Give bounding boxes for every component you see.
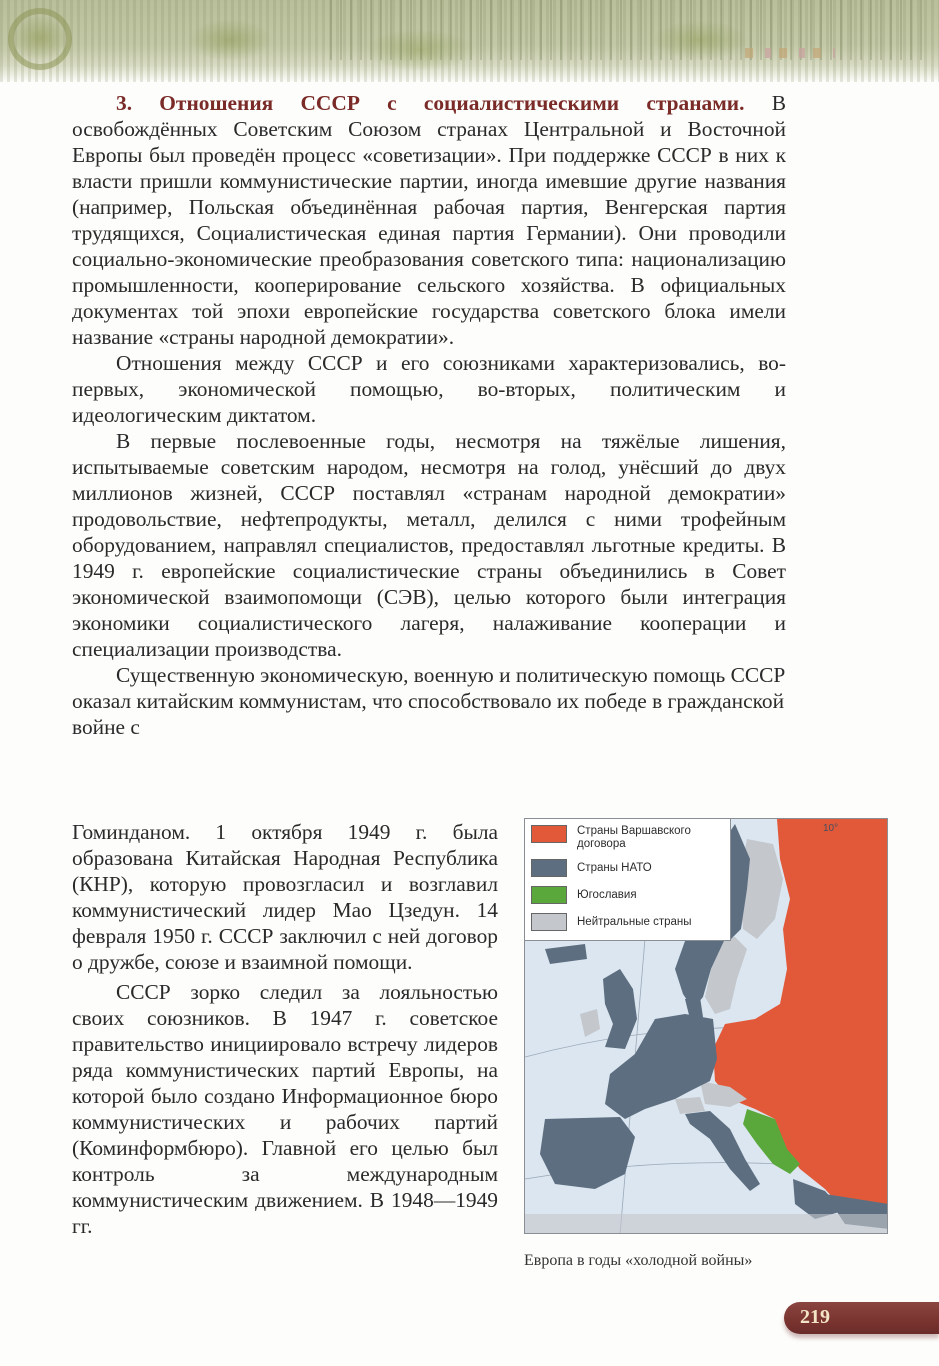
europe-cold-war-map [524,818,888,1234]
legend-label-nato: Страны НАТО [577,862,652,874]
legend-swatch-neutral [531,913,567,931]
map-caption: Европа в годы «холодной войны» [524,1252,753,1269]
legend-item-yugoslavia [531,886,727,904]
paragraph-4-start [72,662,786,766]
legend-label-warsaw-pact: Страны Варшавского договора [577,825,691,850]
paragraph-4-continued: Гоминданом. 1 октября 1949 г. была образована Китайская Народная Республика (КНР), которую провозгласил и возглавил коммунистический лидер Мао Цзедун. 14 февраля 1950 г. СССР заключил с ней договор о дружбе, союзе и взаимной помощи. [72,820,498,974]
map-degree-label: 10° [823,823,839,834]
paragraph-3: В первые послевоенные годы, несмотря на тяжёлые лишения, испытываемые советским народом, несмотря на голод, унёсший до двух миллионов жизней, СССР поставлял «странам народной демократии» продовольствие, нефтепродукты, металл, делился с ними трофейным оборудованием, направлял специалистов, предоставлял льготные кредиты. В 1949 г. европейские социалистические страны объединились в Совет экономической взаимопомощи (СЭВ), целью которого были интеграция экономики социалистического лагеря, налаживание кооперации и специализации производства. [72,429,786,661]
map-legend [525,819,731,941]
legend-item-nato [531,859,727,877]
page-number-tab [784,1302,939,1334]
legend-item-warsaw-pact [531,825,727,851]
legend-label-neutral: Нейтральные страны [577,916,692,928]
paragraph-5: СССР зорко следил за лояльностью своих союзников. В 1947 г. советское правительство инициировало встречу лидеров ряда коммунистических партий Европы, на которой было создано Информационное бюро коммунистических и рабочих партий (Коминформбюро). Главной его целью был контроль за международным коммунистическим движением. В 1948—1949 гг. [72,980,498,1238]
narrow-text-block [72,819,498,1239]
paragraph-4-text: Существенную экономическую, военную и политическую помощь СССР оказал китайским коммунистам, что способствовало их победе в гражданской войне с [72,663,786,739]
page-number: 219 [800,1306,830,1328]
section-number: 3. [116,91,133,115]
map-region-switzerland [675,1097,705,1114]
legend-swatch-nato [531,859,567,877]
legend-swatch-yugoslavia [531,886,567,904]
legend-item-neutral [531,913,727,931]
legend-label-yugoslavia: Югославия [577,889,637,901]
legend-swatch-warsaw-pact [531,825,567,843]
paragraph-1 [72,90,786,350]
decorative-header-banner [0,0,939,82]
header-ornament-figures [745,48,835,58]
header-ornament-columns [330,0,930,60]
paragraph-1-text: В освобождённых Советским Союзом странах Центральной и Восточной Европы был проведён процесс «советизации». При поддержке СССР в них к власти пришли коммунистические партии, иногда имевшие другие названия (например, Польская объединённая рабочая партия, Венгерская партия трудящихся, Социалистическая единая партия Германии). Они проводили социально-экономические преобразования советского типа: национализацию промышленности, кооперирование сельского хозяйства. В официальных документах той эпохи европейские государства советского блока имели название «страны народной демократии». [72,91,786,349]
section-heading: Отношения СССР с социалистическими странами. [159,91,745,115]
header-ornament-medallion [8,8,72,70]
map-region-north-africa [525,1214,888,1234]
main-text-block [72,90,786,766]
paragraph-2: Отношения между СССР и его союзниками характеризовались, во-первых, экономической помощью, во-вторых, политическим и идеологическим диктатом. [72,351,786,427]
